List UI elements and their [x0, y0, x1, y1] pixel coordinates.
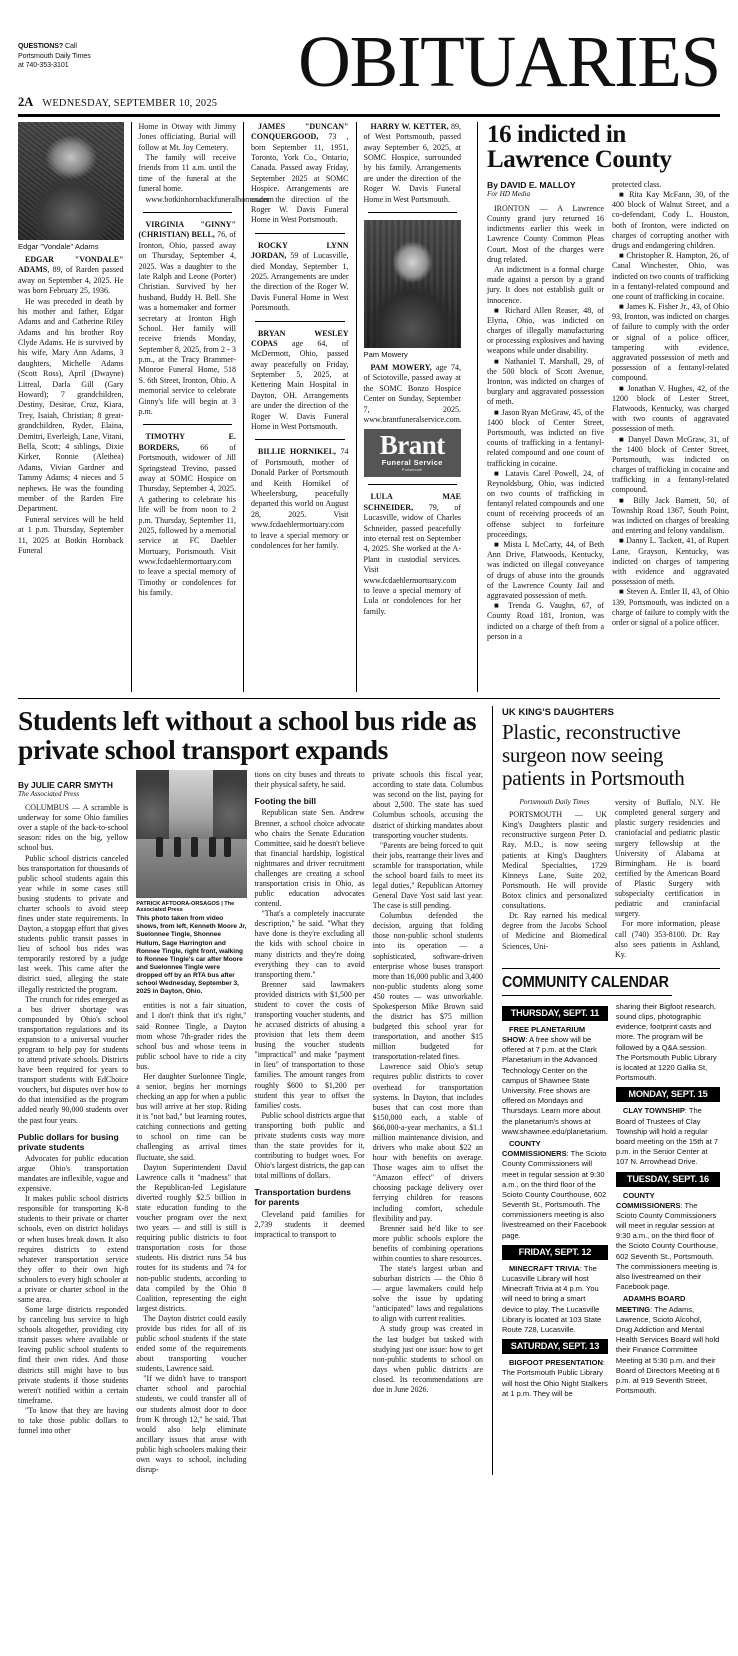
paragraph: protected class.: [612, 179, 662, 189]
calendar-events-3: [502, 1358, 608, 1399]
paragraph: A study group was created in the last budget but tasked with studying just one issue: how to get non-public students to school on days when public districts are closed. Its recommendations are due in June 2026.: [372, 1324, 483, 1394]
indicted-headline: 16 indicted in Lawrence County: [487, 120, 672, 174]
feature-column-3: [255, 770, 365, 1475]
brant-logo-tagline: Portsmouth: [402, 468, 423, 473]
feature-byline-sub: The Associated Press: [18, 790, 80, 799]
event-title: ADAMHS BOARD MEETING: [615, 1294, 686, 1314]
paragraph: Dayton Superintendent David Lawrence calls it "madness" that the Republican-led Legislature diverted roughly $2.5 billion in state education funding to the voucher program over the next two years — and still is still is requiring public districts to foot transportation costs for those students. His district runs 54 bus routes for its students and 74 for non-public students, according to data compiled by the Ohio 8 Coalition, representing the eight largest districts.: [136, 1162, 247, 1313]
questions-label: QUESTIONS?: [18, 42, 64, 50]
calendar-events-5: [616, 1191, 720, 1397]
indicted-article: [477, 122, 729, 692]
paragraph: "If we didn't have to transport charter school and parochial students, we could transfer all of our students almost door to door from K through 12," he said. That would also help eliminate ancillary issues that arose with public high schoolers making their own ways to school, including disrup-: [136, 1374, 247, 1474]
obit-adams: [18, 255, 124, 556]
paragraph: Her daughter Suelonnee Tingle, a senior, begins her mornings checking an app for when a public bus will arrive at her stop. Riding it is "not bad," but learning routes, catching connections and getting to school on time can be challenging as arrival times fluctuate, she said.: [136, 1071, 247, 1162]
calendar-columns: [502, 1002, 720, 1401]
paragraph: The Dayton district could easily provide bus rides for all of its public school students if the state ended some of the requirements about transporting voucher students, Lawrence said.: [136, 1313, 247, 1374]
calendar-day-header: TUESDAY, SEPT. 16: [616, 1172, 720, 1187]
feature-column-4: [373, 770, 483, 1475]
calendar-title-underline: [502, 995, 672, 996]
obit-text: 73 , born September 11, 1951, Toronto, York Co., Ontario, Canada. Passed away Friday, September 2025 at SOMC Hospice. Arrangements are under the direction of the Roger W. Davis Funeral Home in West Portsmouth.: [251, 132, 349, 225]
obit-text: 76, of Ironton, Ohio, passed away on Thursday, September 4, 2025. Was a daughter to the late Ralph and Leone (Porter) Christian. Survived by her husband, Buddy H. Bell. She was a homemaker and former secretary at Ironton High School. Her family will receive friends Monday, September 8, 2025, from 2 - 3 p.m., at the Tracy Brammer-Monroe Funeral Home, 518 S. 6th Street, Ironton, Ohio. A memorial service to celebrate Ginny's life will begin at 3 p.m.: [138, 230, 237, 417]
calendar-divider: [502, 968, 720, 969]
paragraph: tions on city buses and threats to their physical safety, he said.: [254, 770, 365, 790]
obit-text: 74 of Portsmouth, mother of Donald Parker of Portsmouth and Keith Hornikel of Wheelersburg, peacefully departed this world on August 28, 2025. Visit www.fcdaehlermortuary.com to leave a special memory or condolences for her family.: [251, 447, 349, 550]
calendar-day-header: THURSDAY, SEPT. 11: [502, 1006, 608, 1021]
calendar-column-1: [502, 1002, 608, 1401]
feature-photo-caption: This photo taken from video shows, from left, Kenneth Moore Jr, Suelonnee Tingle, Shonnee Hullum, Sage Harrington and Ronnee Tingle, right front, walking to Ronnee Tingle's car after Moore and Suelonnee Tingle were dropped off by an RTA bus after school Wednesday, September 3, 2025 in Dayton, Ohio.: [136, 915, 247, 996]
feature-subhead: Footing the bill: [254, 796, 317, 807]
paragraph: Dr. Ray earned his medical degree from the Jacobs School of Medicine and Biomedical Sciences, Uni-: [502, 911, 607, 951]
plastic-headline: Plastic, reconstructive surgeon now seeing patients in Portsmouth: [502, 719, 685, 791]
publication-date: WEDNESDAY, SEPTEMBER 10, 2025: [42, 97, 218, 109]
obituary-columns: [18, 122, 468, 692]
obit-text: The family will receive friends from 11 a.m. until the time of the funeral at the funeral home.: [138, 153, 236, 194]
obit-separator: [143, 212, 233, 213]
feature-photo-credit: PATRICK AFTOORA-ORSAGOS | The Associated Press: [136, 901, 235, 914]
obit-name: BILLIE HORNIKEL,: [258, 447, 337, 457]
school-bus-photo: [136, 770, 246, 898]
obit-adams-cont: [138, 121, 274, 205]
obit-separator: [255, 233, 345, 234]
paragraph: ■ Danny L. Tackett, 41, of Rupert Lane, Grayson, Kentucky, was indicted on charges of tampering with evidence and aggravated possession of meth.: [612, 536, 729, 587]
top-section: [18, 120, 729, 692]
adams-photo: [18, 122, 124, 240]
obit-link: www.botkinhornbackfuneralhomes.com: [145, 194, 274, 204]
feature-byline: By JULIE CARR SMYTH: [18, 780, 113, 791]
obit-separator: [143, 424, 233, 425]
obit-bell: [139, 220, 237, 417]
paragraph: "To know that they are having to take those public dollars to funnel into other: [18, 1405, 129, 1436]
plastic-columns: [502, 798, 720, 960]
event-body: : The Scioto County Commissioners will meet in regular session at 9:30 a.m., on the third floor of the Scioto County Courthouse, 602 Seventh St., Portsmouth. The commissioners meeting is also livestreamed on their Facebook page.: [615, 1200, 719, 1292]
paragraph: ■ Billy Jack Barnett, 50, of Township Road 1367, South Point, was indicted on charges of breaking and entering and felony vandalism.: [612, 495, 729, 536]
event-body: : A free show will be offered at 7 p.m. at the Clark Planetarium in the Advanced Technology Center on the campus of Shawnee State University. Free shows are offered on Mondays and Thursdays. Learn more about the planetarium's shows at www.shawnee.edu/planetarium.: [502, 1035, 608, 1136]
paragraph: Advocates for public education argue Ohio's transportation mandates are inflexible, vague and expensive.: [18, 1153, 129, 1194]
obit-name: PAM MOWERY,: [370, 363, 432, 373]
obit-column-2: [131, 121, 274, 692]
phone-number: at 740-353-3101: [18, 61, 69, 69]
paragraph: An indictment is a formal charge made against a person by a grand jury. It does not establish guilt or innocence.: [487, 264, 604, 305]
paragraph: ■ Christopher R. Hampton, 26, of Canal Winchester, Ohio, was indicted on two counts of trafficking in a fentanyl-related compound and one count of trafficking in cocaine.: [612, 251, 729, 301]
obit-name: BRYAN WESLEY COPAS: [251, 328, 349, 348]
calendar-event: [616, 1191, 720, 1293]
paragraph: The crunch for rides emerged as a bus driver shortage was compounded by Ohio's school transportation regulations and its expansion to a universal voucher program to help pay for students to attend private schools. Districts have been required for years to transport students with EdChoice vouchers, but disputes over how to do that intensified as the program added nearly 90,000 students over the past four years.: [18, 994, 129, 1125]
obit-text: 59 of Lucasville, died Monday, September 1, 2025. Arrangements are under the direction of the Roger W. Davis Funeral Home in West Portsmouth.: [251, 251, 349, 313]
calendar-day-header: SATURDAY, SEPT. 13: [502, 1339, 608, 1354]
paragraph: ■ Trenda G. Vaughn, 67, of County Road 181, Ironton, was indicted on a charge of theft from a person in a: [487, 601, 604, 641]
calendar-day-header: MONDAY, SEPT. 15: [616, 1087, 720, 1102]
feature-headline: Students left without a school bus ride as private school transport expands: [18, 704, 477, 765]
plastic-body-2: [615, 798, 720, 960]
obit-column-4: [356, 122, 469, 692]
paragraph: Some large districts responded by canceling bus service to high schools altogether, providing city transit passes where available or leaving public school students to find their own rides. And those districts still might have to bus private students if those students weren't notified within a certain timeframe.: [18, 1305, 129, 1405]
feature-columns: [18, 770, 483, 1475]
paragraph: It makes public school districts responsible for transporting K-8 students to their private or charter schools, even on district holidays or when buses break down. It also requires districts to extend whatever transportation service they offer to their own high schoolers to every high schooler at a private or charter school in the same area.: [18, 1194, 129, 1305]
calendar-event: [502, 1139, 608, 1241]
obit-text: He was preceded in death by his mother and father, Edgar Adams and and Catherine Riley Adams and his brother Roy Clyde Adams. He is survived by his wife, Mary Ann Adams, 3 daughters, Michelle Adams (Scott Ross), April (Dwayne) Litreal, Darla Gill (Gary Howard); 7 grandchildren, Destiny, Desirae, Cruz, Kiara, Trey, Isaiah, Christian; 8 great-grandchildren, Ryder, Elaina, Demitri, Everleigh, Lane, Vitani, Bella, Scott; 4 siblings, Dixie Kirker, Ronnie (Alethea) Adams, Vivian Gardner and Tammy Adams; 4 nieces and 5 nephews. He was the founding member of the Rarden Fire Department.: [18, 296, 124, 514]
paragraph: private schools this fiscal year, according to state data. Columbus was second on the list, paying for about 2,500. The state has sued Columbus schools, accusing the district of shirking mandates about transporting voucher students.: [372, 770, 483, 840]
calendar-day-header: FRIDAY, SEPT. 12: [502, 1245, 608, 1260]
obit-conquergood: [251, 122, 349, 226]
calendar-event: [502, 1025, 608, 1137]
paragraph: Brenner said lawmakers provided districts with $1,500 per student to cover the costs of transporting voucher students, and he accused districts of abusing a provision that lets them deem busing the voucher students "impractical" and make "payment in lieu" of transportation to those families. The amount ranges from roughly $600 to $1,200 per student this year to offset the families' costs.: [254, 979, 365, 1110]
paragraph: Cleveland paid families for 2,739 students it deemed impractical to transport to: [254, 1209, 365, 1239]
paragraph: Public school districts canceled bus transportation for thousands of public school students again this year while in some cases still busing students to private and charter schools to avoid steep fines under state requirements. In Dayton, a stopgap effort that gives students public transit passes in lieu of school bus rides was temporarily restored by a judge last week. This came after the district sued, alleging the state illegally restricted the program.: [18, 853, 129, 994]
feature-body-4: [373, 770, 483, 1395]
obit-schneider: [364, 492, 462, 617]
event-body: : The Portsmouth Public Library will host the Ohio Night Stalkers at 1 p.m. They will be: [502, 1358, 608, 1398]
brant-logo-sub: Funeral Service: [381, 458, 443, 468]
event-body: sharing their Bigfoot research, sound clips, photographic evidence, footprint casts and more. The program will be followed by a Q&A session. The Portsmouth Public Library is located at 1220 Gallia St, Portsmouth.: [615, 1001, 717, 1083]
obit-text: , 89, of Rarden passed away on September 4, 2025. He was born February 25, 1936.: [18, 265, 124, 296]
paragraph: Brenner said he'd like to see more public schools explore the benefits of combining operations within counties to share resources.: [372, 1223, 483, 1263]
obit-jordan: [251, 241, 349, 314]
indicted-byline: By DAVID E. MALLOY: [487, 179, 576, 190]
obit-name: ROCKY LYNN JORDAN,: [251, 240, 349, 261]
paragraph: ■ Jason Ryan McGraw, 45, of the 1400 block of Center Street, Portsmouth, was indicted on five counts of trafficking in a fentanyl-related compound and one count of trafficking in cocaine.: [487, 407, 604, 468]
paragraph: ■ James K. Fisher Jr., 43, of Ohio 93, Ironton, was indicted on charges of failure to comply with the order or signal of a police officer, tampering with evidence, aggravated possession of meth and possession of a fentanyl-related compound.: [612, 302, 729, 383]
obit-column-1: [18, 122, 131, 692]
plastic-column-1: [502, 798, 607, 960]
event-title: COUNTY COMMISSIONERS: [502, 1138, 567, 1159]
paragraph: ■ Mista L McCarty, 44, of Beth Ann Drive, Flatwoods, Kentucky, was indicted on illegal conveyance of drugs of abuse into the grounds of the Lawrence County Jail and aggravated possession of meth.: [487, 540, 604, 600]
mowery-photo: [364, 220, 462, 348]
calendar-events-4: [616, 1106, 720, 1167]
paragraph: COLUMBUS — A scramble is underway for some Ohio families over a staple of the back-to-school season: rides on the big, yellow school bus.: [18, 803, 129, 853]
feature-column-1: [18, 770, 128, 1475]
paragraph: ■ Latavis Carel Powell, 24, of Reynoldsburg, Ohio, was indicted on two counts of trafficking in fentanyl related compounds and one count of receiving proceeds of an offense subject to forfeiture proceedings.: [487, 468, 604, 539]
feature-column-2: [136, 770, 246, 1475]
calendar-events-1: [502, 1025, 608, 1241]
paper-name: Portsmouth Daily Times: [18, 51, 91, 60]
event-body: : The Scioto County Commissioners will meet in regular session at 9:30 a.m., on the third floor of the Scioto County Courthouse, 602 Seventh St., Portsmouth. The commissioners meeting is also livestreamed on their Facebook page.: [502, 1149, 607, 1240]
calendar-column-2: [616, 1002, 720, 1401]
obit-name: TIMOTHY E. BORDERS,: [138, 432, 236, 452]
indicted-byline-sub: For HD Media: [487, 189, 531, 198]
calendar-event: [502, 1264, 608, 1335]
questions-call: Call: [63, 42, 77, 50]
calendar-title: COMMUNITY CALENDAR: [502, 973, 669, 991]
paragraph: For more information, please call (740) 353-8100. Dr. Ray also sees patients in Ashland, Ky.: [615, 919, 720, 959]
plastic-column-2: [615, 798, 720, 960]
event-body: : The Board of Trustees of Clay Township will hold a regular board meeting on the 15th at 7 p.m. in the Senior Center at 107 N. Arrowhead Drive.: [615, 1106, 719, 1167]
feature-body-1: [18, 803, 128, 1126]
paragraph: ■ Nathaniel T. Marshall, 29, of the 500 block of Scott Avenue, Ironton, was indicted on charges of burglary and aggravated possession of meth.: [487, 356, 604, 407]
brant-funeral-service-ad: [364, 429, 462, 477]
indicted-body-right: [612, 180, 729, 628]
feature-subhead: Transportation burdens for parents: [254, 1187, 351, 1208]
event-body: : The Adams, Lawrence, Scioto Alcohol, Drug Addiction and Mental Health Services Board will hold their Finance Committee Meeting at 5:30 p.m. and their Board of Directors Meeting at 6 p.m. at 919 Seventh Street, Portsmouth.: [615, 1304, 720, 1396]
paragraph: ■ Richard Allen Reaser, 48, of Elyria, Ohio, was indicted on charges of illegally manufacturing or processing explosives and having weapons while under disability.: [487, 305, 604, 356]
obit-text: 79, of Lucasville, widow of Charles Schneider, passed peacefully into eternal rest on September 4, 2025. She worked at the A-Plant in custodial services. Visit www.fcdaehlermortuary.com to leave a special memory of Lula or condolences for her family.: [363, 502, 461, 616]
obit-name: HARRY W. KETTER,: [370, 121, 449, 131]
feature-body-3: [255, 770, 365, 790]
feature-subhead: Public dollars for busing private students: [18, 1131, 119, 1152]
event-title: BIGFOOT PRESENTATION: [509, 1358, 603, 1368]
obit-text: Funeral services will be held at 1 p.m. Thursday, September 11, 2025 at Botkin Hornback Funeral: [18, 514, 124, 555]
paragraph: PORTSMOUTH — UK King's Daughters plastic and reconstructive surgeon Peter D. Ray, M.D., is now seeing patients at King's Daughters Medical Specialties, 1729 Kinneys Lane, Suite 202, Portsmouth. He will provide Botox clinics and personalized consultations.: [502, 810, 607, 911]
adams-photo-caption: Edgar "Vondale" Adams: [18, 241, 99, 251]
obit-name: LULA MAE SCHNEIDER,: [363, 492, 461, 512]
calendar-event: [616, 1106, 720, 1167]
obit-copas: [251, 329, 349, 433]
paragraph: ■ Steven A. Entler II, 43, of Ohio 139, Portsmouth, was indicted on a charge of failure to comply with the order or signal of a police officer.: [612, 587, 729, 627]
obit-text: 66 of Portsmouth, widower of Jill Springstead Trevino, passed away at SOMC Hospice on Thursday, September 4, 2025. A gathering to celebrate his life will be from noon to 2 p.m. Thursday, September 11, 2025, followed by a memorial service at FC Daehler Mortuary, Portsmouth. Visit www.fcdaehlermortuary.com to leave a special memory of Timothy or condolences for his family.: [138, 442, 236, 598]
obit-separator: [255, 439, 345, 440]
feature-body-3c: [255, 1210, 365, 1240]
paragraph: "That's a completely inaccurate description," he said. "What they have done is they're excluding all the kids with school choice in many districts and they're doing everything they can to avoid transporting them.": [254, 909, 365, 979]
page-title: OBITUARIES: [298, 21, 720, 102]
obit-separator: [368, 484, 458, 485]
indicted-column-right: [612, 180, 729, 642]
indicted-column-left: [487, 180, 604, 642]
brant-logo-text: Brant: [379, 430, 445, 461]
paragraph: "Parents are being forced to quit their jobs, rearrange their lives and scramble for transportation, while the school board fails to meet its legal duties," Republican Attorney General Dave Yost said last year. The case is still pending.: [372, 840, 483, 911]
paragraph: Public school districts argue that transporting both public and private students costs way more than the state provides for it, contributing to budget woes. For Ohio's largest districts, the gap can total millions of dollars.: [254, 1110, 365, 1181]
calendar-continuation: [616, 1002, 720, 1084]
paragraph: The state's largest urban and suburban districts — the Ohio 8 — argue lawmakers could help solve the issue by updating "anticipated" laws and regulations to align with current realities.: [372, 1263, 483, 1324]
obit-text: Home in Otway with Jimmy Jones officiating. Burial will follow at Mt. Joy Cemetery.: [138, 121, 236, 152]
indicted-body-left: [487, 204, 604, 642]
event-title: FREE PLANETARIUM SHOW: [502, 1024, 586, 1045]
event-title: CLAY TOWNSHIP: [622, 1106, 685, 1116]
feature-body-2: [136, 1001, 246, 1475]
obit-ketter: [364, 122, 462, 205]
paragraph: Republican state Sen. Andrew Brenner, a school choice advocate who chairs the Senate Education Committee, said he doesn't believe that financial hardship, logistical nightmares and driver recruitment challenges are creating a school transportation crisis in Ohio, as public education advocates contend.: [254, 808, 365, 909]
lower-section: [18, 706, 720, 1475]
plastic-body-1: [502, 810, 607, 952]
obit-text: age 74, of Sciotoville, passed away at the SOMC Bonzo Hospice Center on Sunday, September 7, 2025. www.brantfuneralservice.com.: [363, 363, 462, 425]
calendar-events-2: [502, 1264, 608, 1335]
page-number: 2A: [18, 94, 34, 109]
paragraph: versity of Buffalo, N.Y. He completed general surgery and plastic surgery residencies and craniofacial and pediatric plastic surgery fellowship at the University of Alabama at Birmingham. He is board certified by the American Board of Plastic Surgery with subspecialty certification in pediatric and craniofacial surgery.: [615, 798, 720, 919]
obit-name: EDGAR "VONDALE" ADAMS: [18, 254, 124, 275]
paragraph: entities is not a fair situation, and I don't think that it's right," said Ronnee Tingle, a Dayton mom whose 7th-grader rides the school bus and whose teens in public school have to ride a city bus.: [136, 1001, 247, 1071]
event-title: MINECRAFT TRIVIA: [509, 1263, 580, 1273]
paragraph: ■ Danyel Dawn McGraw, 31, of the 1400 block of Center Street, Portsmouth, was indicted on charges of trafficking in cocaine and trafficking in a fentanyl-related compound.: [612, 434, 729, 495]
obit-borders: [139, 432, 237, 598]
calendar-event: [616, 1294, 720, 1396]
obit-mowery: [364, 363, 462, 425]
obit-name: JAMES "DUNCAN" CONQUERGOOD,: [251, 121, 349, 142]
obit-text: 89, of West Portsmouth, passed away September 6, 2025, at SOMC Hospice, surrounded by his family. Arrangements are under the direction of the Roger W. Davis Funeral Home in West Portsmouth.: [363, 121, 462, 204]
plastic-kicker: UK KING'S DAUGHTERS: [502, 705, 614, 717]
paragraph: Columbus defended the decision, arguing that folding those non-public school students into its operation — a sophisticated, software-driven enterprise whose buses transport more than 16,000 public and 3,400 non-public students along some 450 routes — was unworkable. Spokesperson Mike Brown said the district has $75 million budgeted this school year for transportation, and another $15 million budgeted for transportation-related fines.: [372, 911, 483, 1062]
right-rail-lower: [492, 706, 720, 1475]
feature-body-3b: [255, 808, 365, 1181]
obit-separator: [255, 321, 345, 322]
questions-block: [18, 38, 91, 71]
obit-hornikel: [251, 447, 349, 551]
mowery-photo-caption: Pam Mowery: [363, 349, 408, 359]
indicted-columns: [487, 180, 729, 642]
calendar-event: [502, 1358, 608, 1399]
paragraph: ■ Jonathan V. Hughes, 42, of the 1200 block of Lester Street, Flatwoods, Kentucky, was charged with two counts of aggravated possession of meth.: [612, 383, 729, 434]
school-bus-article: [18, 706, 492, 1475]
feature-body-1b: [18, 1154, 128, 1436]
paragraph: ■ Rita Kay McFann, 30, of the 400 block of Walnut Street, and a co-defendant, Cody L. Houston, both of Ironton, were indicted on charges of corrupting another with drugs and endangering children.: [612, 190, 729, 250]
obit-separator: [368, 212, 458, 213]
obit-text: age 64, of McDermott, Ohio, passed away peacefully on Friday, September 5, 2025, at Kettering Main Hospital in Dayton, OH. Arrangements are under the direction of the Roger W. Davis Funeral Home in West Portsmouth.: [251, 338, 349, 432]
obit-column-3: [243, 122, 356, 692]
masthead-rule: [18, 114, 720, 117]
plastic-credit: Portsmouth Daily Times: [519, 798, 590, 807]
event-body: : The Lucasville Library will host Minecraft Trivia at 4 p.m. You will need to bring a smart device to play. The Lucasville Library is located at 103 State Route 728, Lucasville.: [502, 1263, 602, 1334]
paragraph: IRONTON — A Lawrence County grand jury returned 16 indictments earlier this week in Lawrence County Common Pleas Court. Most of the charges were drug related.: [487, 203, 604, 264]
event-title: COUNTY COMMISSIONERS: [615, 1190, 681, 1210]
section-divider: [18, 698, 720, 699]
obit-name: VIRGINIA "GINNY" (CHRISTIAN) BELL,: [138, 219, 236, 240]
paragraph: Lawrence said Ohio's setup requires public districts to cover overhead for transportation systems. In Dayton, that includes buses that can cost more than $150,000 each, a stable of $66,000-a-year mechanics, a $1.1 million maintenance division, and drivers who make about $22 an hour with benefits on average. Those wages aim to offset the "Amazon effect" of drivers choosing package delivery over ferrying children for reasons including comfort, schedule flexibility and pay.: [372, 1062, 483, 1223]
